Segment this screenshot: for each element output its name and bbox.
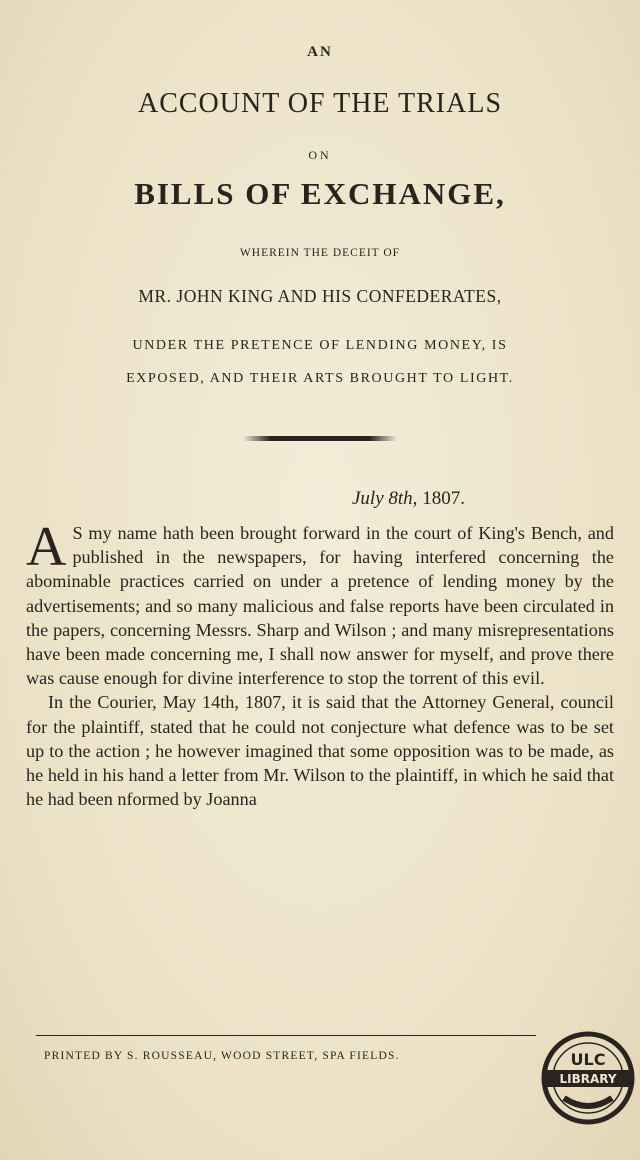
heading-under-pretence: UNDER THE PRETENCE OF LENDING MONEY, IS xyxy=(132,338,508,353)
paragraph-1 xyxy=(26,516,614,690)
footer-rule xyxy=(36,1035,536,1036)
paragraph-2 xyxy=(26,690,614,811)
printer-imprint: PRINTED BY S. ROUSSEAU, WOOD STREET, SPA FIELDS. xyxy=(44,1050,400,1062)
dateline xyxy=(352,488,465,510)
heading-on: ON xyxy=(308,148,332,162)
paragraph-2-text: In the Courier, May 14th, 1807, it is said that the Attorney General, council for the plaintiff, stated that he could not conjecture what defence was to be set up to the action ; he however imagined that some opposition was to be made, as he held in his hand a letter from Mr. Wilson to the plaintiff, in which he said that he had been nformed by Joanna xyxy=(26,692,614,810)
dateline-month-day: July 8th, xyxy=(352,488,418,509)
stamp-top-text: ULC xyxy=(570,1050,606,1069)
library-stamp xyxy=(538,1028,638,1128)
body-text xyxy=(26,516,614,811)
heading-an: AN xyxy=(307,44,333,60)
paragraph-1-text: S my name hath been brought forward in the court of King's Bench, and published in the newspapers, for having interfered concerning the abominable practices carried on under a pretence of lending money by the advertisements; and so many malicious and false reports have been circulated in the papers, concerning Messrs. Sharp and Wilson ; and many misrepresentations have been made concerning me, I shall now answer for myself, and prove there was cause enough for divine interference to stop the torrent of this evil. xyxy=(26,523,614,689)
heading-exposed: EXPOSED, AND THEIR ARTS BROUGHT TO LIGHT. xyxy=(126,371,514,386)
stamp-middle-text: LIBRARY xyxy=(559,1072,617,1086)
ornamental-rule xyxy=(243,436,397,441)
dateline-year: 1807. xyxy=(422,488,465,509)
heading-mr-john-king: MR. JOHN KING AND HIS CONFEDERATES, xyxy=(138,286,502,306)
drop-cap: A xyxy=(26,516,67,578)
heading-wherein: WHEREIN THE DECEIT OF xyxy=(239,247,401,259)
heading-bills-of-exchange: BILLS OF EXCHANGE, xyxy=(134,176,506,211)
heading-account: ACCOUNT OF THE TRIALS xyxy=(137,88,503,119)
